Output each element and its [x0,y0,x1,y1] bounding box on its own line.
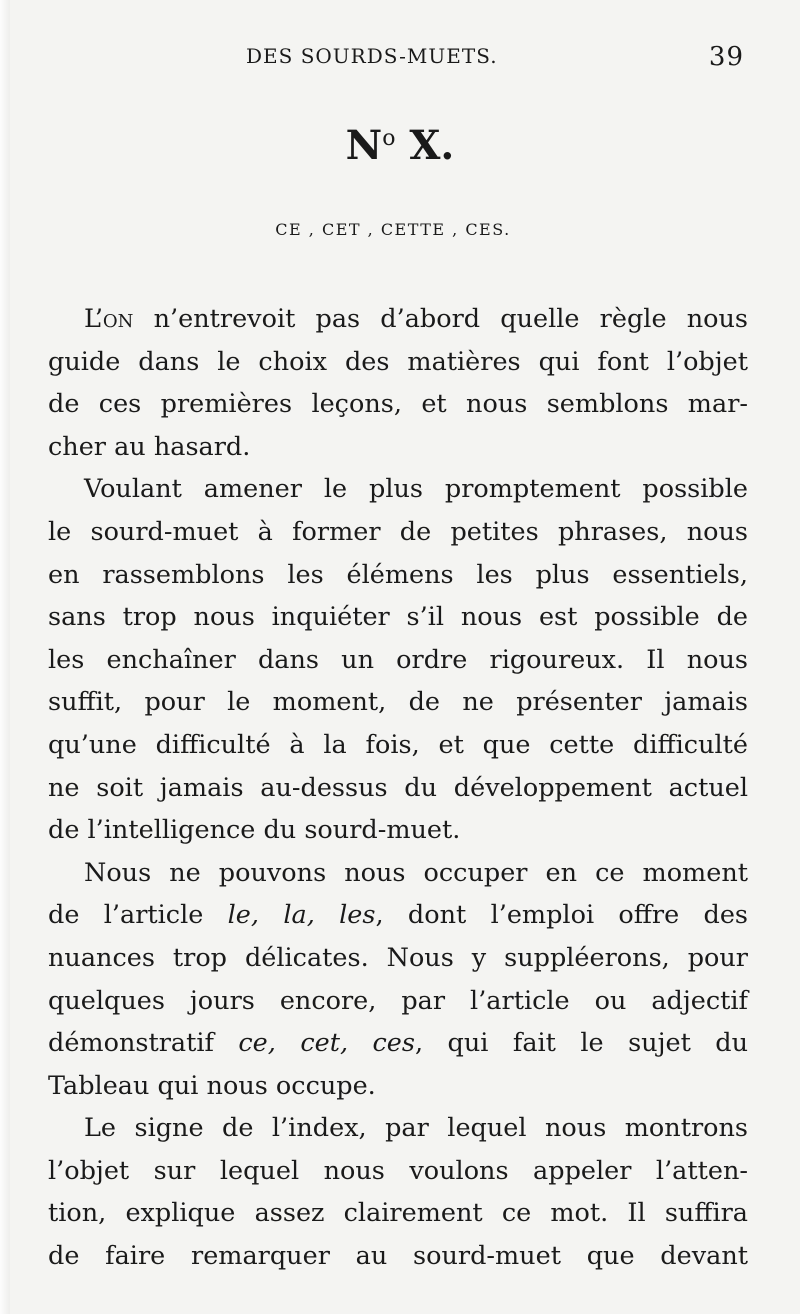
paragraph-line: Le signe de l’index, par lequel nous montrons [84,1113,748,1144]
paragraph-line: tion, explique assez clairement ce mot. Il suffira [48,1198,748,1229]
paragraph-line: de faire remarquer au sourd-muet que devant [48,1241,748,1272]
paragraph-line: sans trop nous inquiéter s’il nous est possible de [48,602,748,633]
body-text [48,298,748,1278]
paragraph-line: Nous ne pouvons nous occuper en ce moment [84,857,748,888]
italic-word: ce [238,1028,268,1059]
paragraph-line: de ces premières leçons, et nous semblons mar- [48,389,748,420]
paragraph-line: le sourd-muet à former de petites phrases, nous [48,516,748,547]
paragraph-line: suffit, pour le moment, de ne présenter jamais [48,687,748,718]
paragraph-line: les enchaîner dans un ordre rigoureux. Il nous [48,644,748,675]
italic-word: ces [372,1028,415,1059]
line-text: n’entrevoit pas d’abord quelle règle nous [153,304,748,334]
paragraph-line: nuances trop délicates. Nous y suppléerons, pour [48,942,748,973]
running-header [246,44,744,78]
italic-word: la [283,900,307,931]
italic-word: le [227,900,251,931]
line-text: de l’article [48,900,228,931]
line-text: , qui fait le sujet du [414,1028,749,1059]
paragraph-line: cher au hasard. [48,431,251,462]
paragraph-line: l’objet sur lequel nous voulons appeler l’atten- [48,1155,748,1186]
paragraph-line: guide dans le choix des matières qui font l’objet [48,346,748,377]
page-edge [0,0,10,1314]
section-number-roman: X. [395,122,455,169]
paragraph-line [48,894,748,937]
section-subtitle: CE , CET , CETTE , CES. [275,220,511,239]
paragraph-line: quelques jours encore, par l’article ou adjectif [48,985,748,1016]
italic-separator: , [250,900,284,931]
paragraph-line: Tableau qui nous occupe. [48,1070,376,1101]
paragraph-line: Voulant amener le plus promptement possible [84,474,748,505]
running-title: DES SOURDS-MUETS. [246,44,498,68]
section-number-sup: o [382,126,396,151]
opening-words: L’on [84,304,134,334]
italic-word: cet [300,1028,340,1059]
paragraph-line: en rassemblons les élémens les plus essentiels, [48,559,748,590]
italic-separator: , [267,1028,301,1059]
paragraph-line: de l’intelligence du sourd-muet. [48,815,461,846]
paragraph-line: qu’une difficulté à la fois, et que cette difficulté [48,729,748,760]
line-text: démonstratif [48,1028,239,1059]
paragraph-line [48,298,748,341]
italic-separator: , [306,900,340,931]
paragraph-line: ne soit jamais au-dessus du développement actuel [48,772,748,803]
italic-word: les [339,900,376,931]
section-number-prefix: N [345,122,383,169]
italic-separator: , [339,1028,373,1059]
page-number: 39 [708,42,744,72]
section-number [0,122,800,169]
paragraph-line [48,1022,748,1065]
line-text: , dont l’emploi offre des [375,900,748,931]
